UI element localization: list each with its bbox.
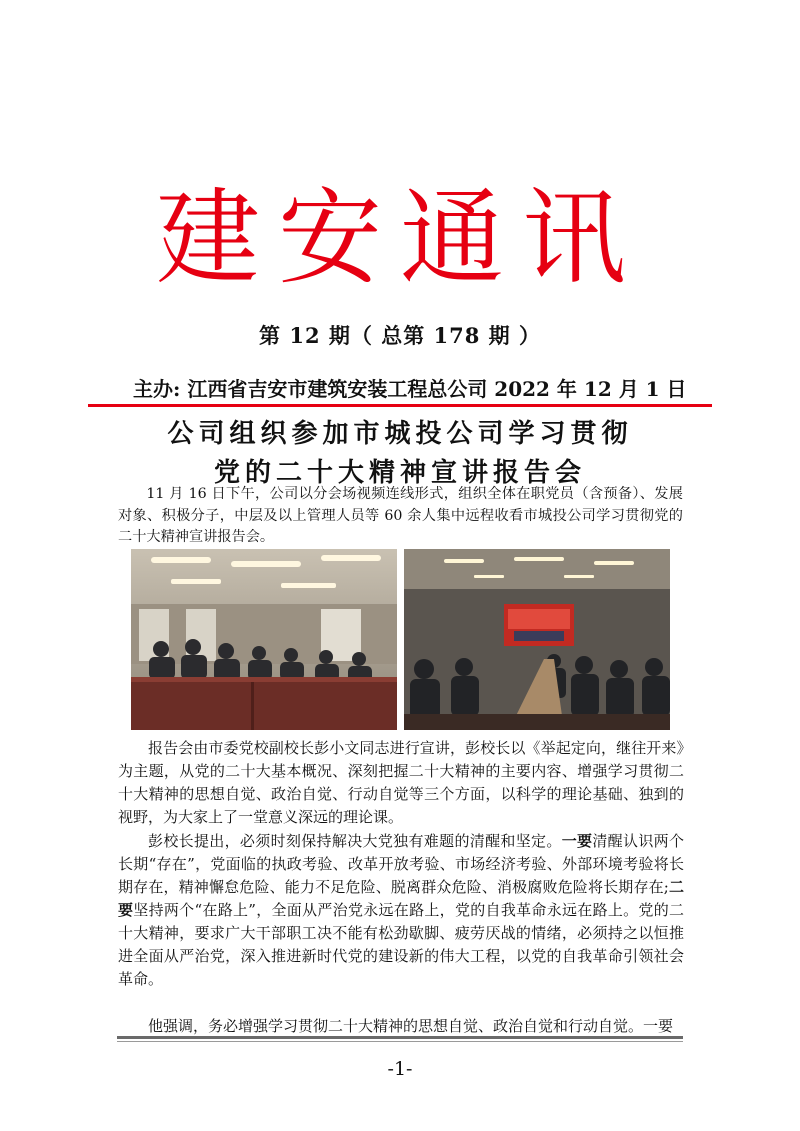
footer-divider-thin <box>117 1041 683 1042</box>
article-headline-line2: 党的二十大精神宣讲报告会 <box>213 458 586 488</box>
point-two-label: 二要 <box>118 878 684 919</box>
point-two-text: 坚持两个“在路上”，全面从严治党永远在路上，党的自我革命永远在路上。党的二十大精神，要求广大干部职工决不能有松劲歇脚、疲劳厌战的情绪，必须持之以恒推进全面从严治党，深入推进新时代党的建设新的伟大工程，以党的自我革命引领社会革命。 <box>118 901 684 988</box>
sponsor-and-date: 主办: 江西省吉安市建筑安装工程总公司 2022 年 12 月 1 日 <box>133 377 687 401</box>
paragraph-emphasis: 他强调，务必增强学习贯彻二十大精神的思想自觉、政治自觉和行动自觉。一要 <box>148 1017 674 1035</box>
issue-number: 第 12 期（ 总第 178 期 ） <box>259 323 541 348</box>
red-divider <box>88 404 712 407</box>
lecture-hall-photo <box>404 549 670 730</box>
footer-divider <box>117 1036 683 1039</box>
paragraph-intro: 11 月 16 日下午，公司以分会场视频连线形式，组织全体在职党员（含预备）、发展对象、积极分子，中层及以上管理人员等 60 余人集中远程收看市城投公司学习贯彻党的二十大精神宣讲报告会。 <box>118 486 683 546</box>
remarks-opening: 彭校长提出，必须时刻保持解决大党独有难题的清醒和坚定。 <box>148 832 562 850</box>
point-one-text: 清醒认识两个长期“存在”，党面临的执政考验、改革开放考验、市场经济考验、外部环境考验将长期存在，精神懈怠危险、能力不足危险、脱离群众危险、消极腐败危险将长期存在; <box>118 832 684 896</box>
paragraph-principal-remarks <box>118 830 684 991</box>
article-headline-line1: 公司组织参加市城投公司学习贯彻 <box>167 419 633 449</box>
conference-room-photo <box>131 549 397 730</box>
masthead-title: 建安通讯 <box>155 177 644 299</box>
lecture-hall-illustration <box>404 549 670 730</box>
page-number: -1- <box>387 1058 413 1080</box>
paragraph-report-summary: 报告会由市委党校副校长彭小文同志进行宣讲，彭校长以《举起定向，继往开来》为主题，从党的二十大基本概况、深刻把握二十大精神的主要内容、增强学习贯彻二十大精神的思想自觉、政治自觉、行动自觉等三个方面，以科学的理论基础、独到的视野，为大家上了一堂意义深远的理论课。 <box>118 739 684 826</box>
conference-room-illustration <box>131 549 397 730</box>
point-one-label: 一要 <box>561 832 593 850</box>
